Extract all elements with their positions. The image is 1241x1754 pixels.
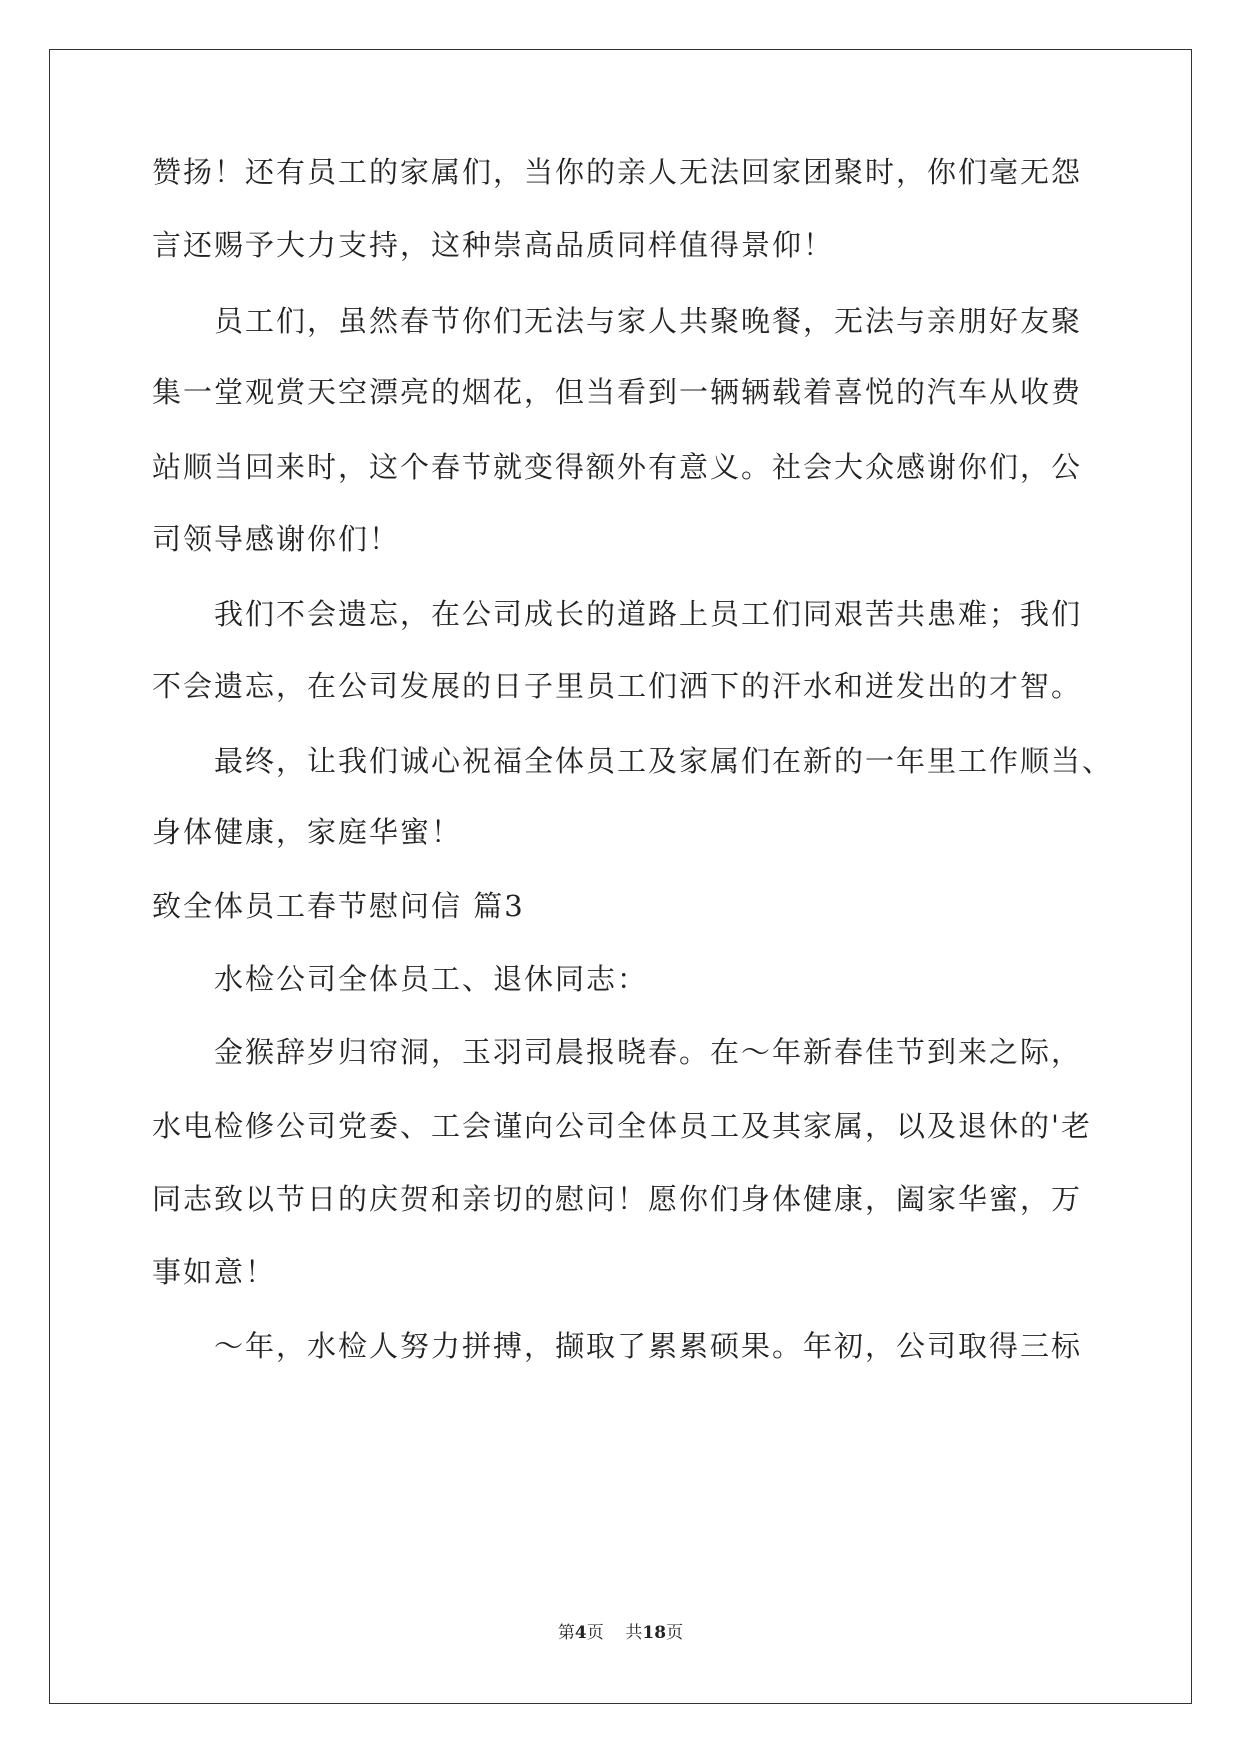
paragraph-line: 同志致以节日的庆贺和亲切的慰问！愿你们身体健康，阖家华蜜，万	[152, 1182, 1083, 1216]
page-number: 4	[574, 1623, 587, 1643]
footer-page-suffix: 页	[586, 1623, 604, 1643]
paragraph-line: 金猴辞岁归帘洞，玉羽司晨报晓春。在～年新春佳节到来之际，	[214, 1035, 1083, 1069]
paragraph-line: 事如意！	[152, 1255, 277, 1289]
paragraph-line: 员工们，虽然春节你们无法与家人共聚晚餐，无法与亲朋好友聚	[214, 304, 1083, 338]
paragraph-line: 站顺当回来时，这个春节就变得额外有意义。社会大众感谢你们，公	[152, 450, 1083, 484]
total-pages: 18	[642, 1623, 667, 1643]
section-heading: 致全体员工春节慰问信 篇3	[152, 889, 525, 923]
footer-total-suffix: 页	[666, 1623, 684, 1643]
page-border	[49, 49, 1192, 1704]
paragraph-line: 水电检修公司党委、工会谨向公司全体员工及其家属，以及退休的'老	[152, 1109, 1092, 1143]
paragraph-line: 不会遗忘，在公司发展的日子里员工们洒下的汗水和迸发出的才智。	[152, 669, 1083, 703]
paragraph-line: 集一堂观赏天空漂亮的烟花，但当看到一辆辆载着喜悦的汽车从收费	[152, 375, 1083, 409]
paragraph-line: 最终，让我们诚心祝福全体员工及家属们在新的一年里工作顺当、	[214, 744, 1114, 778]
paragraph-line: 司领导感谢你们！	[152, 522, 401, 556]
paragraph-line: ～年，水检人努力拼搏，撷取了累累硕果。年初，公司取得三标	[214, 1329, 1083, 1363]
paragraph-line: 身体健康，家庭华蜜！	[152, 815, 463, 849]
footer-prefix: 第	[557, 1623, 575, 1643]
paragraph-line: 赞扬！还有员工的家属们，当你的亲人无法回家团聚时，你们毫无怨	[152, 155, 1083, 189]
paragraph-line: 言还赐予大力支持，这种崇高品质同样值得景仰！	[152, 228, 835, 262]
salutation: 水检公司全体员工、退休同志：	[214, 962, 649, 996]
footer-total-prefix: 共	[625, 1623, 643, 1643]
paragraph-line: 我们不会遗忘，在公司成长的道路上员工们同艰苦共患难；我们	[214, 597, 1083, 631]
page-footer	[0, 1618, 1241, 1643]
